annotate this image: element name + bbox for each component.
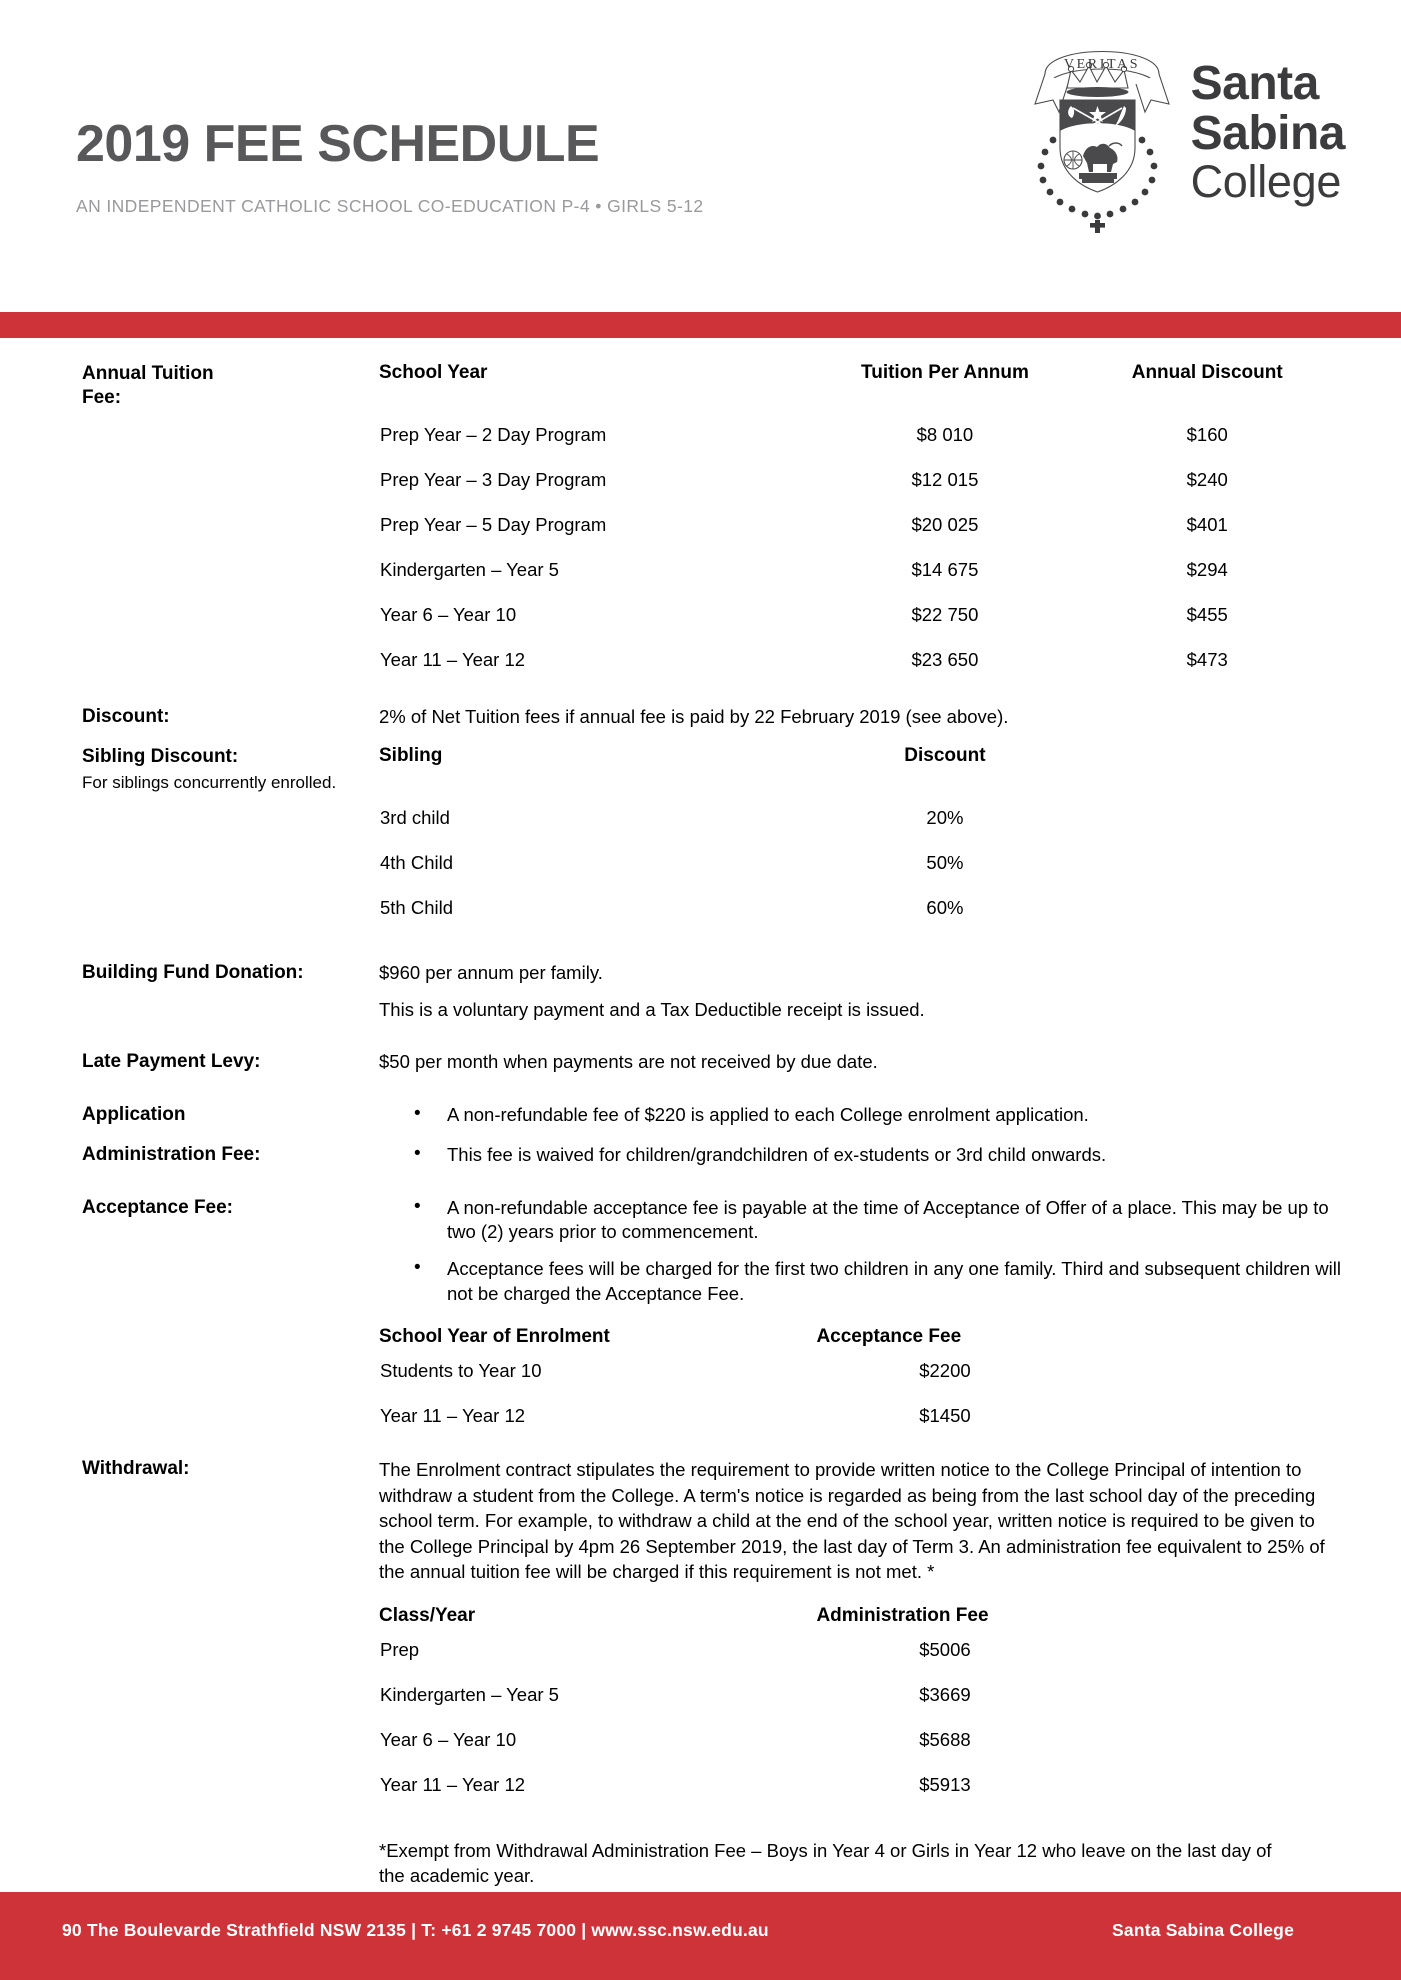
table-row	[379, 513, 1341, 558]
cell-discount: $473	[1186, 649, 1228, 670]
section-withdrawal	[82, 1457, 1341, 1889]
page-footer	[0, 1892, 1401, 1980]
col-header-sibling: Sibling	[379, 745, 443, 767]
list-item: • A non-refundable acceptance fee is payable at the time of Acceptance of Offer of a place. This may be up to two (2) years prior to commencement.	[414, 1196, 1341, 1245]
college-logo	[1027, 30, 1345, 235]
document-body	[0, 338, 1401, 1889]
table-header-row	[379, 1326, 1341, 1359]
cell-tuition: $12 015	[911, 469, 979, 490]
cell-sibling: 5th Child	[380, 897, 454, 919]
sibling-discount-label: Sibling Discount:	[82, 746, 239, 768]
withdrawal-label: Withdrawal:	[82, 1458, 190, 1480]
section-acceptance-fee	[82, 1196, 1341, 1449]
col-header-class-year: Class/Year	[379, 1604, 476, 1626]
cell-class-year: Year 6 – Year 10	[380, 1728, 517, 1750]
table-header-row	[379, 1605, 1341, 1638]
col-header-discount: Discount	[904, 745, 986, 767]
withdrawal-paragraph: The Enrolment contract stipulates the requirement to provide written notice to the College Principal of intention to withdraw a student from the College. A term's notice is regarded as being from the last school day of the preceding school term. For example, to withdraw a child at the end of the school year, written notice is required to be given to the College Principal by 4pm 26 September 2019, the last day of Term 3. An administration fee equivalent to 25% of the annual tuition fee will be charged if this requirement is not met. *	[379, 1459, 1325, 1583]
table-header-row	[379, 362, 1341, 384]
cell-class-year: Prep	[380, 1638, 420, 1660]
application-bullet-list	[379, 1103, 1341, 1128]
cell-admin-fee: $3669	[919, 1683, 971, 1705]
cell-sibling: 3rd child	[380, 807, 450, 829]
cell-enrolment-year: Students to Year 10	[380, 1360, 542, 1382]
cell-school-year: Year 6 – Year 10	[380, 604, 517, 625]
table-row	[379, 1728, 1341, 1773]
administration-fee-label: Administration Fee:	[82, 1144, 261, 1166]
table-row	[379, 851, 1341, 896]
sibling-discount-table	[379, 745, 1341, 941]
cell-school-year: Prep Year – 3 Day Program	[380, 469, 607, 490]
section-administration-fee	[82, 1143, 1341, 1168]
table-spacer	[379, 767, 1341, 806]
table-header-row	[379, 745, 1341, 767]
cell-discount: 50%	[926, 852, 964, 874]
annual-tuition-label-line1: Annual Tuition	[82, 363, 214, 384]
cell-discount: $455	[1186, 604, 1228, 625]
cell-discount: $294	[1186, 559, 1228, 580]
wordmark-line-sabina: Sabina	[1190, 107, 1345, 161]
cell-admin-fee: $5688	[919, 1728, 971, 1750]
page-title: 2019 FEE SCHEDULE	[76, 115, 600, 173]
section-annual-tuition	[82, 362, 1341, 693]
college-crest-icon	[1027, 30, 1177, 235]
cell-school-year: Kindergarten – Year 5	[380, 559, 559, 580]
table-row	[379, 1359, 1341, 1404]
annual-tuition-label-line2: Fee:	[82, 387, 122, 409]
section-late-payment	[82, 1050, 1341, 1074]
withdrawal-admin-fee-table	[379, 1605, 1341, 1818]
annual-tuition-table	[379, 362, 1341, 693]
list-item: • Acceptance fees will be charged for the first two children in any one family. Third and subsequent children will not be charged the Acceptance Fee.	[414, 1257, 1341, 1306]
table-row	[379, 1773, 1341, 1818]
table-row	[379, 648, 1341, 693]
building-fund-line2: This is a voluntary payment and a Tax Deductible receipt is issued.	[379, 998, 925, 1020]
administration-bullet-list	[379, 1143, 1341, 1168]
building-fund-line1: $960 per annum per family.	[379, 962, 603, 984]
table-row	[379, 806, 1341, 851]
col-header-acceptance-fee: Acceptance Fee	[816, 1326, 962, 1348]
list-item: • This fee is waived for children/grandchildren of ex-students or 3rd child onwards.	[414, 1143, 1341, 1168]
cell-class-year: Year 11 – Year 12	[380, 1773, 526, 1795]
col-header-administration-fee: Administration Fee	[816, 1604, 989, 1626]
cell-tuition: $22 750	[911, 604, 979, 625]
late-payment-text: $50 per month when payments are not received by due date.	[379, 1051, 878, 1073]
cell-discount: 20%	[926, 807, 964, 829]
table-row	[379, 468, 1341, 513]
withdrawal-footnote: *Exempt from Withdrawal Administration Fee – Boys in Year 4 or Girls in Year 12 who leave on the last day of the academic year.	[379, 1839, 1272, 1887]
cell-discount: $160	[1186, 424, 1228, 445]
footer-address: 90 The Boulevarde Strathfield NSW 2135 | T: +61 2 9745 7000 | www.ssc.nsw.edu.au	[62, 1920, 769, 1940]
col-header-annual-discount: Annual Discount	[1131, 362, 1283, 383]
table-row	[379, 558, 1341, 603]
header-accent-bar	[0, 312, 1401, 338]
cell-tuition: $14 675	[911, 559, 979, 580]
cell-admin-fee: $5913	[919, 1773, 971, 1795]
cell-acceptance-fee: $2200	[919, 1360, 971, 1382]
cell-school-year: Prep Year – 2 Day Program	[380, 424, 607, 445]
cell-school-year: Year 11 – Year 12	[380, 649, 526, 670]
cell-tuition: $23 650	[911, 649, 979, 670]
col-header-tuition-per-annum: Tuition Per Annum	[861, 362, 1029, 383]
section-discount	[82, 705, 1341, 729]
table-row	[379, 603, 1341, 648]
wordmark-line-college: College	[1190, 156, 1342, 207]
table-row	[379, 896, 1341, 941]
table-row	[379, 423, 1341, 468]
sibling-discount-note: For siblings concurrently enrolled.	[82, 772, 337, 792]
annual-tuition-label	[82, 362, 379, 411]
footer-college-name: Santa Sabina College	[1112, 1920, 1294, 1940]
cell-tuition: $20 025	[911, 514, 979, 535]
section-application	[82, 1103, 1341, 1128]
table-row	[379, 1404, 1341, 1449]
acceptance-bullet-list	[379, 1196, 1341, 1306]
wordmark-line-santa: Santa	[1190, 57, 1319, 111]
col-header-school-year: School Year	[379, 362, 488, 383]
cell-tuition: $8 010	[916, 424, 974, 445]
acceptance-fee-table	[379, 1326, 1341, 1449]
cell-discount: $401	[1186, 514, 1228, 535]
cell-admin-fee: $5006	[919, 1638, 971, 1660]
section-sibling-discount	[82, 745, 1341, 941]
title-block	[76, 115, 704, 217]
cell-school-year: Prep Year – 5 Day Program	[380, 514, 607, 535]
discount-text: 2% of Net Tuition fees if annual fee is paid by 22 February 2019 (see above).	[379, 706, 1009, 727]
cell-enrolment-year: Year 11 – Year 12	[380, 1405, 526, 1427]
building-fund-label: Building Fund Donation:	[82, 962, 304, 984]
late-payment-label: Late Payment Levy:	[82, 1051, 261, 1073]
cell-acceptance-fee: $1450	[919, 1405, 971, 1427]
acceptance-fee-label: Acceptance Fee:	[82, 1196, 234, 1218]
application-label: Application	[82, 1103, 186, 1125]
table-row	[379, 1638, 1341, 1683]
section-building-fund	[82, 961, 1341, 1022]
table-spacer	[379, 384, 1341, 423]
crest-motto-text: VERITAS	[1063, 57, 1140, 72]
college-wordmark	[1191, 59, 1345, 206]
cell-discount: $240	[1186, 469, 1228, 490]
document-header	[0, 0, 1401, 310]
cell-discount: 60%	[926, 897, 964, 919]
col-header-school-year-of-enrolment: School Year of Enrolment	[379, 1326, 610, 1348]
discount-label: Discount:	[82, 706, 170, 727]
page-subtitle: AN INDEPENDENT CATHOLIC SCHOOL CO-EDUCATION P-4 • GIRLS 5-12	[76, 196, 704, 216]
cell-sibling: 4th Child	[380, 852, 454, 874]
list-item: • A non-refundable fee of $220 is applied to each College enrolment application.	[414, 1103, 1341, 1128]
table-row	[379, 1683, 1341, 1728]
cell-class-year: Kindergarten – Year 5	[380, 1683, 559, 1705]
